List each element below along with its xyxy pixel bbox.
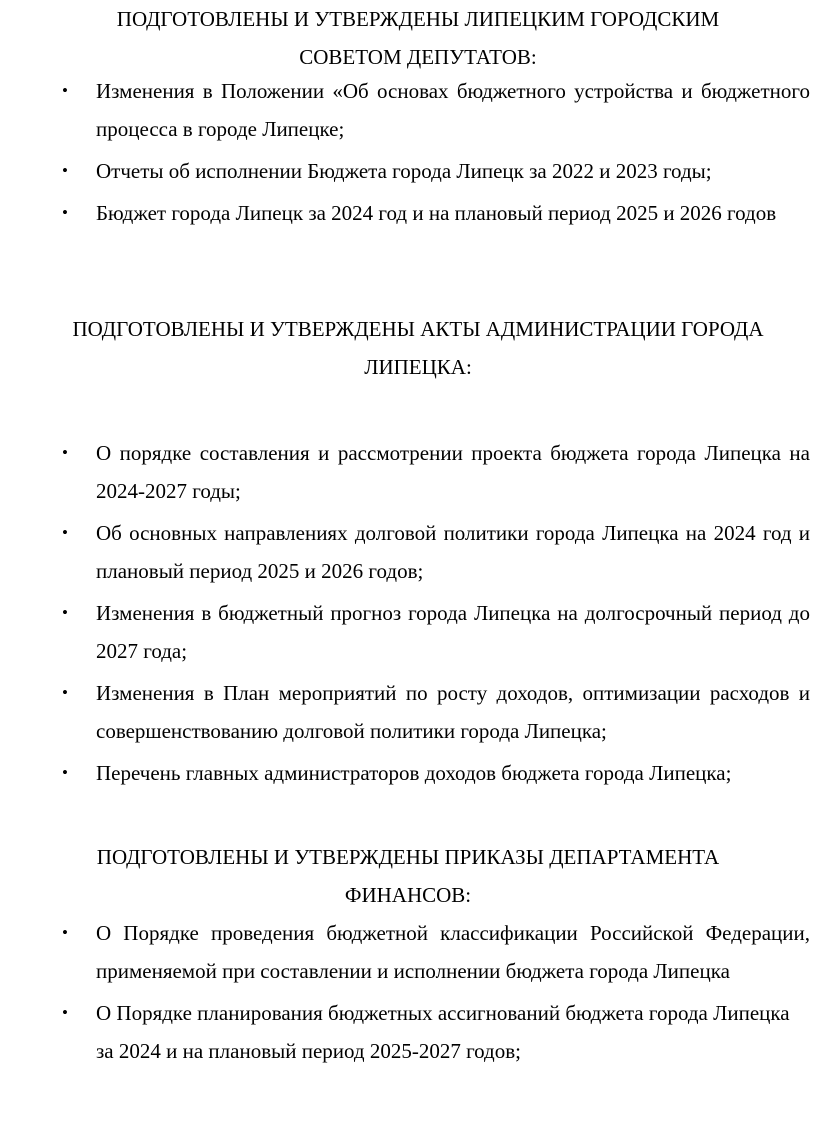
list-item-text: Бюджет города Липецк за 2024 год и на плановый период 2025 и 2026 годов (96, 201, 777, 225)
list-item (0, 152, 816, 190)
bullet-icon: • (62, 523, 68, 542)
list-item (0, 514, 816, 590)
list-item-text: О порядке составления и рассмотрении проекта бюджета города Липецка на 2024-2027 годы; (96, 441, 810, 503)
list-item (0, 434, 816, 510)
bullet-icon: • (62, 161, 68, 180)
list-item (0, 72, 816, 148)
list-item (0, 994, 816, 1070)
list-item (0, 674, 816, 750)
section-list-city-council (0, 72, 816, 236)
list-item-text: Отчеты об исполнении Бюджета города Липецк за 2022 и 2023 годы; (96, 159, 712, 183)
section-list-finance-department (0, 914, 816, 1074)
section-heading-administration: ПОДГОТОВЛЕНЫ И УТВЕРЖДЕНЫ АКТЫ АДМИНИСТРАЦИИ ГОРОДА ЛИПЕЦКА: (72, 317, 764, 379)
bullet-icon: • (62, 1003, 68, 1022)
list-item-text: Изменения в Положении «Об основах бюджетного устройства и бюджетного процесса в городе Липецке; (96, 79, 810, 141)
list-item-text: Изменения в План мероприятий по росту доходов, оптимизации расходов и совершенствованию долговой политики города Липецка; (96, 681, 810, 743)
list-item-text: Изменения в бюджетный прогноз города Липецка на долгосрочный период до 2027 года; (96, 601, 810, 663)
bullet-icon: • (62, 683, 68, 702)
section-heading-finance-department: ПОДГОТОВЛЕНЫ И УТВЕРЖДЕНЫ ПРИКАЗЫ ДЕПАРТАМЕНТА ФИНАНСОВ: (96, 845, 720, 907)
list-item (0, 754, 816, 792)
bullet-icon: • (62, 603, 68, 622)
list-item (0, 194, 816, 232)
bullet-icon: • (62, 923, 68, 942)
list-item-text: Об основных направлениях долговой политики города Липецка на 2024 год и плановый период 2025 и 2026 годов; (96, 521, 810, 583)
list-item-text: О Порядке проведения бюджетной классификации Российской Федерации, применяемой при составлении и исполнении бюджета города Липецка (96, 921, 810, 983)
list-item (0, 594, 816, 670)
section-heading-city-council: ПОДГОТОВЛЕНЫ И УТВЕРЖДЕНЫ ЛИПЕЦКИМ ГОРОДСКИМ СОВЕТОМ ДЕПУТАТОВ: (116, 7, 720, 69)
list-item-text: Перечень главных администраторов доходов бюджета города Липецка; (96, 761, 732, 785)
bullet-icon: • (62, 203, 68, 222)
list-item-text: О Порядке планирования бюджетных ассигнований бюджета города Липецка за 2024 и на плановый период 2025-2027 годов; (96, 1001, 790, 1063)
section-list-administration (0, 434, 816, 796)
bullet-icon: • (62, 81, 68, 100)
list-item (0, 914, 816, 990)
bullet-icon: • (62, 763, 68, 782)
bullet-icon: • (62, 443, 68, 462)
